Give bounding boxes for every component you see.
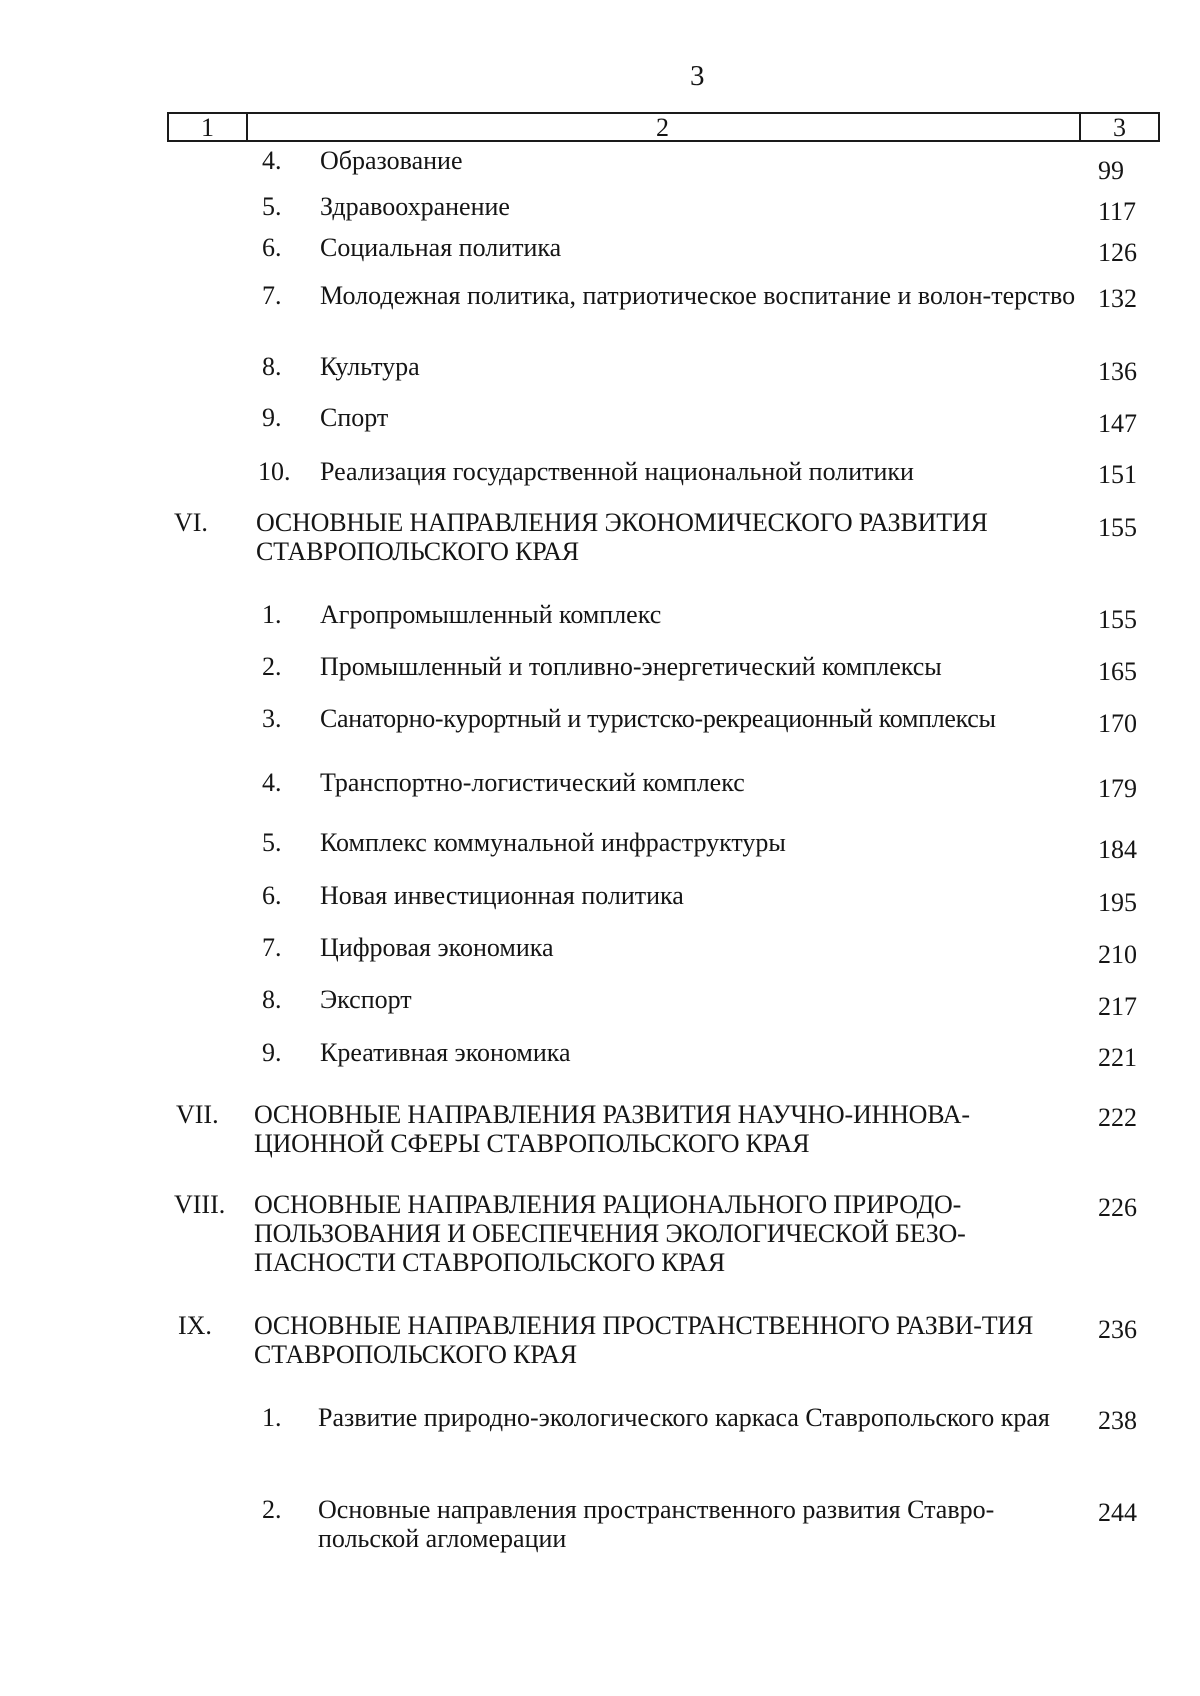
- entry-title: Санаторно-курортный и туристско-рекреационный комплексы: [320, 704, 996, 733]
- entry-number: 2.: [262, 1495, 282, 1524]
- entry-page: 221: [1098, 1043, 1137, 1072]
- entry-number: 6.: [262, 233, 282, 262]
- entry-page: 165: [1098, 657, 1137, 686]
- entry-number: 2.: [262, 652, 282, 681]
- section-page: 155: [1098, 513, 1137, 542]
- entry-number: 1.: [262, 1403, 282, 1432]
- entry-page: 136: [1098, 357, 1137, 386]
- header-col-1: 1: [169, 114, 248, 140]
- entry-page: 195: [1098, 888, 1137, 917]
- section-title: ОСНОВНЫЕ НАПРАВЛЕНИЯ РАЗВИТИЯ НАУЧНО-ИННОВА-ЦИОННОЙ СФЕРЫ СТАВРОПОЛЬСКОГО КРАЯ: [254, 1100, 970, 1158]
- entry-page: 151: [1098, 460, 1137, 489]
- entry-title: Культура: [320, 352, 420, 381]
- entry-title: Агропромышленный комплекс: [320, 600, 662, 629]
- table-header-row: [167, 112, 1160, 142]
- entry-title: Развитие природно-экологического каркаса Ставропольского края: [318, 1403, 1050, 1432]
- entry-title: Комплекс коммунальной инфраструктуры: [320, 828, 786, 857]
- entry-page: 244: [1098, 1498, 1137, 1527]
- entry-title: Экспорт: [320, 985, 412, 1014]
- section-page: 236: [1098, 1315, 1137, 1344]
- section-number: VII.: [176, 1100, 219, 1129]
- section-title: ОСНОВНЫЕ НАПРАВЛЕНИЯ ПРОСТРАНСТВЕННОГО РАЗВИ-ТИЯ СТАВРОПОЛЬСКОГО КРАЯ: [254, 1311, 1034, 1369]
- entry-title: Социальная политика: [320, 233, 562, 262]
- section-number: VI.: [174, 508, 208, 537]
- section-number: IX.: [178, 1311, 212, 1340]
- entry-page: 238: [1098, 1406, 1137, 1435]
- entry-number: 10.: [258, 457, 291, 486]
- entry-number: 1.: [262, 600, 282, 629]
- entry-page: 147: [1098, 409, 1137, 438]
- section-title: ОСНОВНЫЕ НАПРАВЛЕНИЯ ЭКОНОМИЧЕСКОГО РАЗВИТИЯ СТАВРОПОЛЬСКОГО КРАЯ: [256, 508, 988, 566]
- entry-number: 8.: [262, 352, 282, 381]
- entry-page: 99: [1098, 156, 1124, 185]
- entry-title: Молодежная политика, патриотическое воспитание и волон-терство: [320, 281, 1076, 310]
- entry-number: 5.: [262, 192, 282, 221]
- entry-page: 155: [1098, 605, 1137, 634]
- entry-title: Транспортно-логистический комплекс: [320, 768, 745, 797]
- entry-number: 5.: [262, 828, 282, 857]
- entry-title: Цифровая экономика: [320, 933, 554, 962]
- entry-page: 217: [1098, 992, 1137, 1021]
- entry-number: 4.: [262, 768, 282, 797]
- entry-title: Здравоохранение: [320, 192, 510, 221]
- entry-title: Промышленный и топливно-энергетический комплексы: [320, 652, 942, 681]
- entry-number: 4.: [262, 146, 282, 175]
- entry-number: 6.: [262, 881, 282, 910]
- header-col-2: 2: [246, 114, 1081, 140]
- entry-number: 7.: [262, 281, 282, 310]
- entry-title: Спорт: [320, 403, 389, 432]
- entry-page: 210: [1098, 940, 1137, 969]
- entry-page: 132: [1098, 284, 1137, 313]
- entry-title: Образование: [320, 146, 463, 175]
- entry-page: 184: [1098, 835, 1137, 864]
- entry-number: 9.: [262, 1038, 282, 1067]
- section-page: 222: [1098, 1103, 1137, 1132]
- entry-page: 179: [1098, 774, 1137, 803]
- header-col-3: 3: [1113, 113, 1126, 142]
- section-page: 226: [1098, 1193, 1137, 1222]
- section-title: ОСНОВНЫЕ НАПРАВЛЕНИЯ РАЦИОНАЛЬНОГО ПРИРОДО-ПОЛЬЗОВАНИЯ И ОБЕСПЕЧЕНИЯ ЭКОЛОГИЧЕСКОЙ БЕЗО-ПАСНОСТИ СТАВРОПОЛЬСКОГО КРАЯ: [254, 1190, 966, 1277]
- entry-title: Реализация государственной национальной политики: [320, 457, 914, 486]
- section-number: VIII.: [174, 1190, 226, 1219]
- entry-page: 117: [1098, 197, 1137, 226]
- entry-number: 8.: [262, 985, 282, 1014]
- entry-number: 3.: [262, 704, 282, 733]
- entry-page: 170: [1098, 709, 1137, 738]
- entry-title: Основные направления пространственного развития Ставро-польской агломерации: [318, 1495, 995, 1553]
- page-number: 3: [690, 60, 705, 92]
- entry-page: 126: [1098, 238, 1137, 267]
- entry-number: 7.: [262, 933, 282, 962]
- entry-number: 9.: [262, 403, 282, 432]
- entry-title: Новая инвестиционная политика: [320, 881, 684, 910]
- entry-title: Креативная экономика: [320, 1038, 571, 1067]
